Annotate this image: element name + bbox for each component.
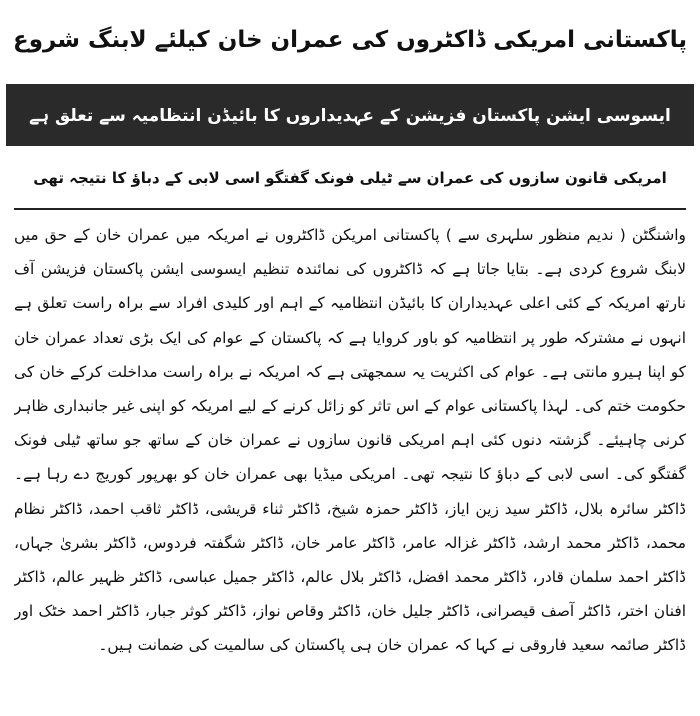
banner-strap: ایسوسی ایشن پاکستان فزیشن کے عہدیداروں کا بائیڈن انتظامیہ سے تعلق ہے: [6, 84, 694, 146]
subheadline: امریکی قانون سازوں کی عمران سے ٹیلی فونک گفتگو اسی لابی کے دباؤ کا نتیجہ تھی: [14, 148, 686, 210]
headline: پاکستانی امریکی ڈاکٹروں کی عمران خان کیلئے لابنگ شروع: [13, 26, 687, 53]
article-body: واشنگٹن ( ندیم منظور سلہری سے ) پاکستانی امریکن ڈاکٹروں نے امریکہ میں عمران خان کے حق میں لابنگ شروع کردی ہے۔ بتایا جاتا ہے کہ ڈاکٹروں کی نمائندہ تنظیم ایسوسی ایشن پاکستان فزیشن آف نارتھ امریکہ کے کئی اعلی عہدیداران کا بائیڈن انتظامیہ کے اہم اور کلیدی افراد سے براہ راست تعلق ہے انہوں نے مشترکہ طور پر انتظامیہ کو باور کروایا ہے کہ پاکستان کے عوام کی ایک بڑی تعداد عمران خان کو اپنا ہیرو مانتی ہے۔ عوام کی اکثریت یہ سمجھتی ہے کہ امریکہ نے براہ راست مداخلت کرکے خان کی حکومت ختم کی۔ لہذا پاکستانی عوام کے اس تاثر کو زائل کرنے کے لیے امریکہ کو اپنی غیر جانبداری ظاہر کرنی چاہیئے۔ گزشتہ دنوں کئی اہم امریکی قانون سازوں نے عمران خان کے ساتھ جو ساتھ ٹیلی فونک گفتگو کی۔ اسی لابی کے دباؤ کا نتیجہ تھی۔ امریکی میڈیا بھی عمران خان کو بھرپور کوریج دے رہا ہے۔ ڈاکٹر سائرہ بلال، ڈاکٹر سید زین ایاز، ڈاکٹر حمزہ شیخ، ڈاکٹر ثناء قریشی، ڈاکٹر ثاقب احمد، ڈاکٹر نظام محمد، ڈاکٹر محمد ارشد، ڈاکٹر غزالہ عامر، ڈاکٹر عامر خان، ڈاکٹر شگفتہ فردوس، ڈاکٹر بشریٰ جہاں، ڈاکٹر احمد سلمان قادر، ڈاکٹر محمد افضل، ڈاکٹر بلال عالم، ڈاکٹر جمیل عباسی، ڈاکٹر ظہیر عالم، ڈاکٹر افنان اختر، ڈاکٹر آصف قیصرانی، ڈاکٹر جلیل خان، ڈاکٹر وقاص نواز، ڈاکٹر کوثر جبار، ڈاکٹر احمد خٹک اور ڈاکٹر صائمہ سعید فاروقی نے کہا کہ عمران خان ہی پاکستان کی سالمیت کی ضمانت ہیں۔: [14, 226, 686, 655]
